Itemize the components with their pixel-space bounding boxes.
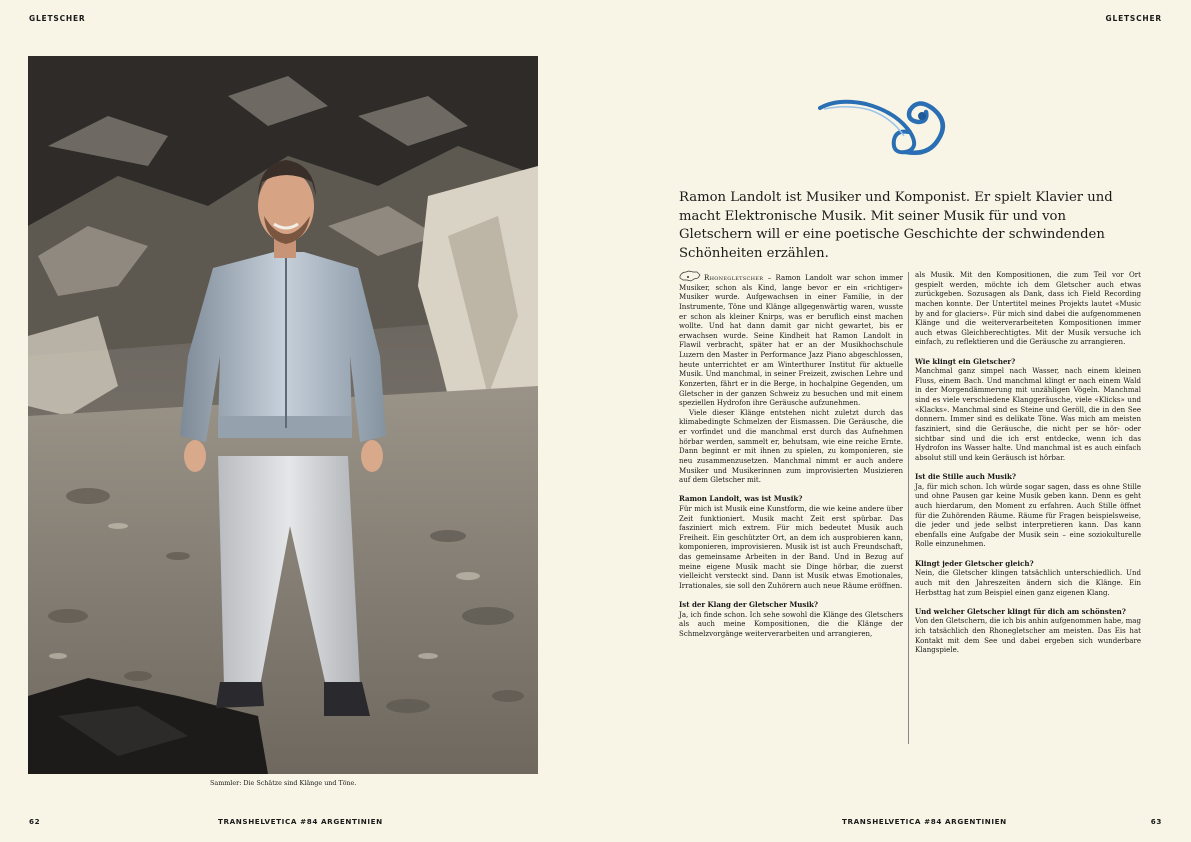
- question-4: Ist die Stille auch Musik?: [915, 472, 1016, 482]
- dateline: Rhonegletscher: [704, 273, 764, 282]
- magazine-title-right: TRANSHELVETICA #84 ARGENTINIEN: [842, 817, 1007, 826]
- intro-paragraph-2: Viele dieser Klänge entstehen nicht zuletzt durch das klimabedingte Schmelzen der Eismassen. Die Geräusche, die er vorfindet und die manchmal erst durch das Aufnehmen hörbar werden, sammelt er, behutsam, wie eine reiche Ernte. Dann beginnt er mit ihnen zu spielen, zu komponieren, sie neu zusammenzusetzen. Manchmal nimmt er auch andere Musiker und Musikerinnen zum improvisierten Musizieren auf dem Gletscher mit.: [679, 407, 903, 485]
- question-3: Wie klingt ein Gletscher?: [915, 356, 1016, 366]
- answer-2-part-2: als Musik. Mit den Kompositionen, die zum Teil vor Ort gespielt werden, möchte ich dem Gletscher auch etwas zurückgeben. Sozusagen als Dank, dass ich Field Recording machen konnte. Der Untertitel meines Projekts lautet «Music by and for glaciers». Für mich sind dabei die aufgenommenen Klänge und die weiterverarbeiteten Kompositionen immer auch etwas Gleichberechtigtes. Mit der Musik versuche ich einfach, zu reflektieren und die Geräusche zu arrangieren.: [915, 270, 1141, 347]
- section-label-left: GLETSCHER: [29, 14, 86, 23]
- column-divider: [908, 272, 909, 744]
- answer-5: Nein, die Gletscher klingen tatsächlich unterschiedlich. Und auch mit den Jahreszeiten ändern sich die Klänge. Ein Herbsttag hat zum Beispiel einen ganz eigenen Klang.: [915, 568, 1141, 597]
- magazine-title-left: TRANSHELVETICA #84 ARGENTINIEN: [218, 817, 383, 826]
- answer-6: Von den Gletschern, die ich bis anhin aufgenommen habe, mag ich tatsächlich den Rhonegletscher am meisten. Das Eis hat Kontakt mit dem See und dabei ergeben sich wunderbare Klangspiele.: [915, 616, 1141, 655]
- question-1: Ramon Landolt, was ist Musik?: [679, 494, 803, 504]
- page-number-right: 63: [1150, 817, 1162, 826]
- answer-1: Für mich ist Musik eine Kunstform, die wie keine andere über Zeit funktioniert. Musik macht Zeit erst spürbar. Das fasziniert mich extrem. Für mich bedeutet Musik auch Freiheit. Ein geschützter Ort, an dem ich ausprobieren kann, komponieren, improvisieren. Musik ist ist auch Freundschaft, das gemeinsame Arbeiten in der Band. Und in Bezug auf meine eigene Musik macht sie Dinge hörbar, die zuerst vielleicht versteckt sind. Dann ist Musik etwas Emotionales, Irrationales, sie soll den Zuhörern auch neue Räume eröffnen.: [679, 503, 903, 590]
- photo-caption: Sammler: Die Schätze sind Klänge und Töne.: [210, 779, 357, 787]
- question-6: Und welcher Gletscher klingt für dich am schönsten?: [915, 606, 1126, 616]
- glacier-scene-image: [28, 56, 538, 774]
- question-2: Ist der Klang der Gletscher Musik?: [679, 600, 819, 610]
- article-column-1: [679, 270, 903, 639]
- flourish-ornament-icon: [818, 96, 958, 158]
- switzerland-map-icon: [679, 270, 701, 282]
- question-5: Klingt jeder Gletscher gleich?: [915, 558, 1034, 568]
- answer-3: Manchmal ganz simpel nach Wasser, nach einem kleinen Fluss, einem Bach. Und manchmal klingt er nach einem Wald in der Morgendämmerung mit unzähligen Vögeln. Manchmal sind es viele verschiedene Klanggeräusche, viele «Klicks» und «Klacks». Manchmal sind es Steine und Geröll, die in den See donnern. Immer sind es delikate Töne. Was mich am meisten fasziniert, sind die Geräusche, die nicht per se hör- oder sichtbar sind und die ich erst entdecke, wenn ich das Hydrofon ins Wasser halte. Und manchmal ist es auch einfach absolut still und kein Geräusch ist hörbar.: [915, 366, 1141, 462]
- page-number-left: 62: [29, 817, 41, 826]
- section-label-right: GLETSCHER: [1105, 14, 1162, 23]
- answer-4: Ja, für mich schon. Ich würde sogar sagen, dass es ohne Stille und ohne Pausen gar keine Musik geben kann. Denn es geht auch hierdarum, den Moment zu erfahren. Auch Stille öffnet für die Zuhörenden Räume. Räume für Fragen beispielsweise, die jeder und jede selbst interpretieren kann. Das kann ebenfalls eine Aufgabe der Musik sein – eine soziokulturelle Rolle einzunehmen.: [915, 481, 1141, 549]
- article-column-2: [915, 270, 1141, 655]
- lead-paragraph: Ramon Landolt ist Musiker und Komponist. Er spielt Klavier und macht Elektronische Musik. Mit seiner Musik für und von Gletschern will er eine poetische Geschichte der schwindenden Schönheiten erzählen.: [679, 190, 1113, 261]
- musician-photo: [28, 56, 538, 774]
- answer-2-part-1: Ja, ich finde schon. Ich sehe sowohl die Klänge des Gletschers als auch meine Kompositionen, die die Klänge der Schmelzvorgänge weiterverarbeiten und arrangieren,: [679, 609, 903, 639]
- intro-paragraph-1: – Ramon Landolt war schon immer Musiker, schon als Kind, lange bevor er ein «richtiger» Musiker wurde. Aufgewachsen in einer Familie, in der Instrumente, Töne und Klänge allgegenwärtig waren, wusste er schon als kleiner Knirps, was er beruflich einst machen wollte. Und hat dann damit gar nicht gewartet, bis er erwachsen wurde. Seine Kindheit hat Ramon Landolt in Flawil verbracht, später hat er an der Musikhochschule Luzern den Master in Performance Jazz Piano abgeschlossen, heute unterrichtet er am Winterthurer Institut für aktuelle Musik. Und manchmal, in seiner Freizeit, zwischen Lehre und Konzerten, fährt er in die Berge, in hochalpine Gegenden, um Gletscher in der ganzen Schweiz zu besuchen und mit einem speziellen Hydrofon ihre Geräusche aufzunehmen.: [679, 273, 903, 408]
